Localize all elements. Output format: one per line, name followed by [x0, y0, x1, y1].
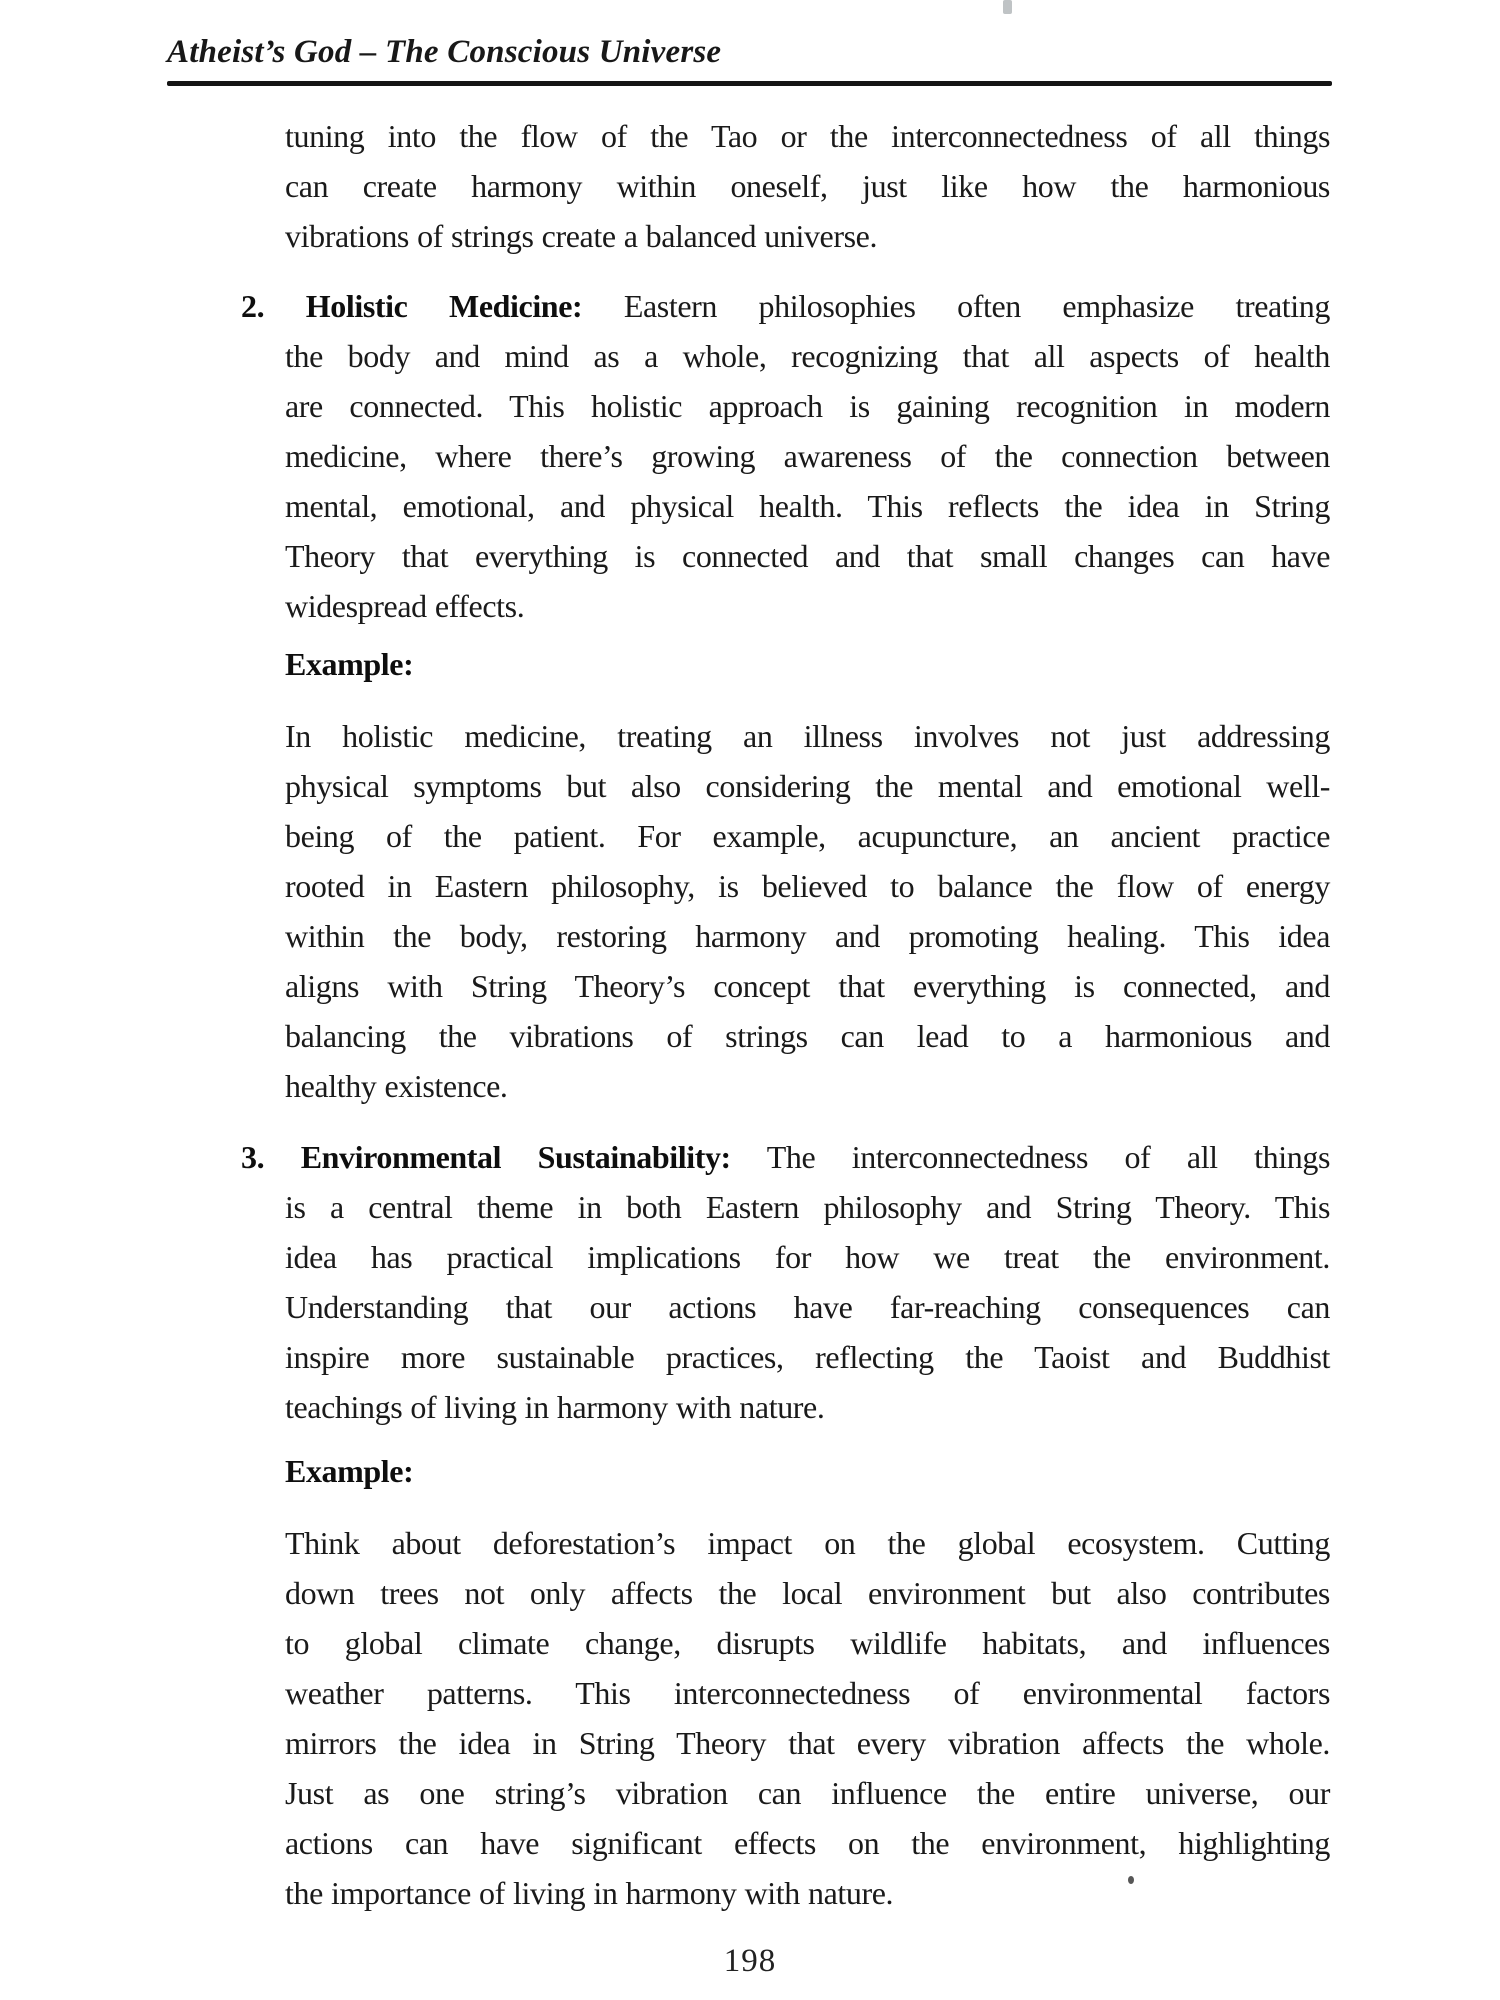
text-line: healthy existence. [285, 1068, 508, 1104]
text-line: teachings of living in harmony with nature. [285, 1389, 825, 1425]
text-line: the importance of living in harmony with nature. [285, 1875, 894, 1911]
text-line: inspire more sustainable practices, reflecting the Taoist and Buddhist [285, 1339, 1330, 1375]
text-line: to global climate change, disrupts wildlife habitats, and influences [285, 1625, 1330, 1661]
bold-lead: 2. Holistic Medicine: [241, 288, 583, 324]
text-line: 2. Holistic Medicine: Eastern philosophies often emphasize treating [241, 288, 1330, 324]
text-line: are connected. This holistic approach is gaining recognition in modern [285, 388, 1330, 424]
example-heading-1: Example: [285, 646, 414, 682]
text-line: being of the patient. For example, acupuncture, an ancient practice [285, 818, 1330, 854]
list-item-environmental-sustainability [241, 1132, 1331, 1432]
text-line: is a central theme in both Eastern philosophy and String Theory. This [285, 1189, 1330, 1225]
page-header [0, 30, 1500, 86]
text-line: Think about deforestation’s impact on the global ecosystem. Cutting [285, 1525, 1330, 1561]
scan-artifact-stray-dot [1128, 1876, 1134, 1884]
text-line: idea has practical implications for how we treat the environment. [285, 1239, 1330, 1275]
text-line: Understanding that our actions have far-reaching consequences can [285, 1289, 1330, 1325]
text-line: Theory that everything is connected and that small changes can have [285, 538, 1330, 574]
text-line: within the body, restoring harmony and promoting healing. This idea [285, 918, 1330, 954]
bold-lead: 3. Environmental Sustainability: [241, 1139, 731, 1175]
header-rule [167, 81, 1332, 86]
paragraph-example-holistic [285, 711, 1330, 1111]
text-line: weather patterns. This interconnectedness of environmental factors [285, 1675, 1330, 1711]
text-line: tuning into the flow of the Tao or the interconnectedness of all things [285, 118, 1330, 154]
text-line: can create harmony within oneself, just like how the harmonious [285, 168, 1330, 204]
text-line: actions can have significant effects on the environment, highlighting [285, 1825, 1330, 1861]
text-line: aligns with String Theory’s concept that everything is connected, and [285, 968, 1330, 1004]
page-number: 198 [723, 1943, 777, 1979]
example-heading-2: Example: [285, 1453, 414, 1489]
text-line: mental, emotional, and physical health. This reflects the idea in String [285, 488, 1330, 524]
text-line: In holistic medicine, treating an illness involves not just addressing [285, 718, 1330, 754]
text-line: rooted in Eastern philosophy, is believed to balance the flow of energy [285, 868, 1330, 904]
text-line: Just as one string’s vibration can influence the entire universe, our [285, 1775, 1330, 1811]
text-line: the body and mind as a whole, recognizing that all aspects of health [285, 338, 1330, 374]
list-item-holistic-medicine [241, 281, 1330, 631]
running-head-title: Atheist’s God – The Conscious Universe [167, 34, 722, 70]
text-line: down trees not only affects the local environment but also contributes [285, 1575, 1330, 1611]
text-line: 3. Environmental Sustainability: The interconnectedness of all things [241, 1139, 1331, 1175]
paragraph-intro-continuation [285, 111, 1330, 261]
text-line: medicine, where there’s growing awareness of the connection between [285, 438, 1330, 474]
text-line: physical symptoms but also considering the mental and emotional well- [285, 768, 1330, 804]
text-line: vibrations of strings create a balanced universe. [285, 218, 878, 254]
page-footer [0, 1943, 1500, 1980]
scan-artifact-top-tick [1003, 0, 1012, 14]
text-line: widespread effects. [285, 588, 525, 624]
paragraph-example-deforestation [285, 1518, 1330, 1918]
page-content [241, 111, 1331, 1918]
text-line: balancing the vibrations of strings can lead to a harmonious and [285, 1018, 1330, 1054]
text-line: mirrors the idea in String Theory that every vibration affects the whole. [285, 1725, 1330, 1761]
